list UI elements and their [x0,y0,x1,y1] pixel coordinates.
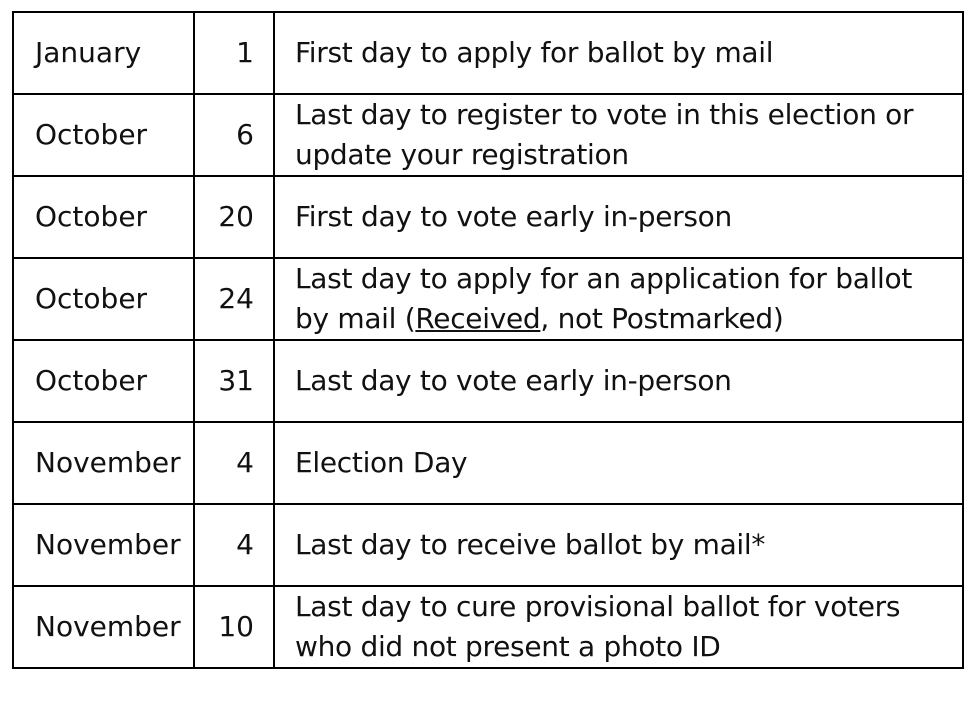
day-cell: 1 [194,12,274,94]
month-cell: November [13,504,194,586]
event-text: , not Postmarked) [540,302,784,335]
month-cell: November [13,586,194,668]
event-cell: First day to apply for ballot by mail [274,12,963,94]
event-cell: First day to vote early in-person [274,176,963,258]
day-cell: 31 [194,340,274,422]
day-cell: 4 [194,422,274,504]
event-cell: Election Day [274,422,963,504]
month-cell: January [13,12,194,94]
table-row [13,504,963,586]
event-cell: Last day to vote early in-person [274,340,963,422]
month-cell: October [13,176,194,258]
month-cell: October [13,94,194,176]
day-cell: 10 [194,586,274,668]
event-cell: Last day to register to vote in this election or update your registration [274,94,963,176]
table-row [13,340,963,422]
election-dates-table [12,11,964,669]
table-row [13,176,963,258]
received-emphasis: Received [415,302,541,335]
table-row [13,586,963,668]
day-cell: 6 [194,94,274,176]
month-cell: October [13,258,194,340]
table-row [13,422,963,504]
table-row [13,12,963,94]
event-cell: Last day to cure provisional ballot for voters who did not present a photo ID [274,586,963,668]
month-cell: October [13,340,194,422]
event-text: Last day to apply for an application for ballot by mail ( [295,262,913,335]
day-cell: 20 [194,176,274,258]
table-row [13,94,963,176]
day-cell: 4 [194,504,274,586]
month-cell: November [13,422,194,504]
event-cell: Last day to receive ballot by mail* [274,504,963,586]
day-cell: 24 [194,258,274,340]
event-cell [274,258,963,340]
table-row [13,258,963,340]
